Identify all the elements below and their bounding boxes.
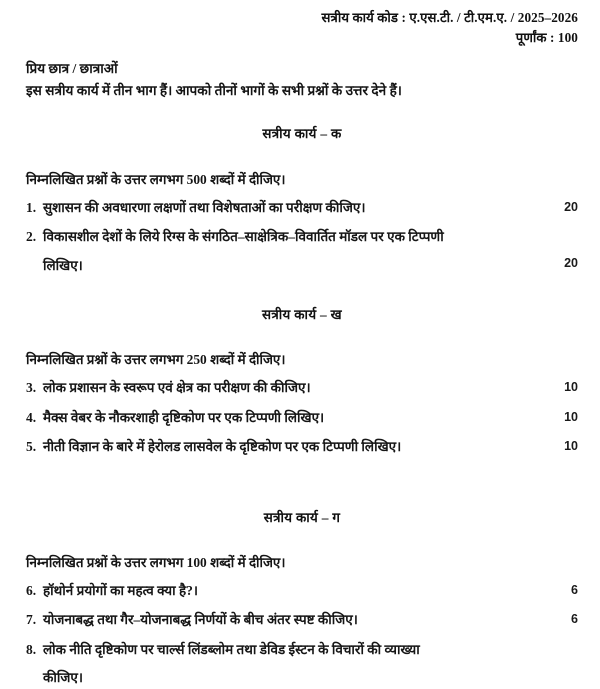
- question-number: 3.: [26, 380, 37, 396]
- question-marks: 6: [571, 582, 578, 597]
- section-instruction-b: निम्नलिखित प्रश्नों के उत्तर लगभग 250 शब्दों में दीजिए।: [26, 352, 286, 368]
- question-marks: 10: [564, 380, 578, 395]
- question-row: [26, 198, 578, 219]
- page-header: [26, 8, 578, 49]
- question-body-line1: लोक नीति दृष्टिकोण पर चार्ल्स लिंडब्लोम तथा डेविड ईस्टन के विचारों की व्याख्या: [43, 641, 420, 657]
- question-list-c: [26, 581, 578, 689]
- salutation: प्रिय छात्र / छात्राओं: [26, 60, 118, 76]
- question-text-wrapper: [26, 437, 401, 458]
- question-body: नीती विज्ञान के बारे में हेरोलड लासवेल के दृष्टिकोण पर एक टिप्पणी लिखिए।: [43, 439, 402, 455]
- question-row: [26, 227, 578, 276]
- question-body: योजनाबद्ध तथा गैर–योजनाबद्ध निर्णयों के बीच अंतर स्पष्ट कीजिए।: [43, 612, 358, 628]
- question-list-b: [26, 378, 578, 458]
- assignment-code: सत्रीय कार्य कोड : ए.एस.टी. / टी.एम.ए. / 2025–2026: [321, 10, 578, 25]
- question-text-wrapper: [26, 640, 420, 689]
- question-body: [43, 227, 444, 276]
- question-marks: 10: [564, 439, 578, 454]
- question-body: [43, 640, 420, 689]
- question-text-wrapper: [26, 378, 311, 399]
- question-row: [26, 581, 578, 602]
- question-body-line1: विकासशील देशों के लिये रिग्स के संगठित–साक्षेत्रिक–विवार्तित मॉडल पर एक टिप्पणी: [43, 229, 444, 245]
- question-number: 7.: [26, 612, 37, 628]
- question-number: 6.: [26, 582, 37, 598]
- question-number: 1.: [26, 199, 37, 215]
- question-marks: 20: [564, 199, 578, 214]
- question-row: [26, 610, 578, 631]
- question-body-line2: कीजिए।: [43, 670, 83, 686]
- question-text-wrapper: [26, 198, 366, 219]
- section-title-c: सत्रीय कार्य – ग: [263, 509, 341, 525]
- intro-instruction: इस सत्रीय कार्य में तीन भाग हैं। आपको तीनों भागों के सभी प्रश्नों के उत्तर देने हैं।: [26, 83, 402, 99]
- section-instruction-c: निम्नलिखित प्रश्नों के उत्तर लगभग 100 शब्दों में दीजिए।: [26, 554, 286, 570]
- question-text-wrapper: [26, 408, 324, 429]
- question-list-a: [26, 198, 578, 277]
- max-marks: पूर्णांक : 100: [515, 30, 578, 46]
- question-marks: 6: [571, 612, 578, 627]
- section-title-b: सत्रीय कार्य – ख: [262, 307, 342, 323]
- question-number: 2.: [26, 229, 37, 245]
- question-row: [26, 437, 578, 458]
- question-body-line2: लिखिए।: [43, 257, 83, 273]
- question-marks: 20: [564, 256, 578, 271]
- question-number: 8.: [26, 641, 37, 657]
- question-text-wrapper: [26, 610, 358, 631]
- section-instruction-a: निम्नलिखित प्रश्नों के उत्तर लगभग 500 शब्दों में दीजिए।: [26, 171, 286, 187]
- question-number: 5.: [26, 439, 37, 455]
- question-number: 4.: [26, 409, 37, 425]
- question-body: हॉथोर्न प्रयोगों का महत्व क्या है?।: [43, 582, 199, 598]
- question-body: सुशासन की अवधारणा लक्षणों तथा विशेषताओं का परीक्षण कीजिए।: [43, 199, 366, 215]
- question-row: [26, 378, 578, 399]
- question-row: [26, 408, 578, 429]
- question-text-wrapper: [26, 227, 444, 276]
- section-title-a: सत्रीय कार्य – क: [262, 125, 342, 141]
- question-marks: 10: [564, 409, 578, 424]
- question-text-wrapper: [26, 581, 198, 602]
- question-body: मैक्स वेबर के नौकरशाही दृष्टिकोण पर एक टिप्पणी लिखिए।: [43, 409, 325, 425]
- question-row: [26, 640, 578, 689]
- question-body: लोक प्रशासन के स्वरूप एवं क्षेत्र का परीक्षण की कीजिए।: [43, 380, 311, 396]
